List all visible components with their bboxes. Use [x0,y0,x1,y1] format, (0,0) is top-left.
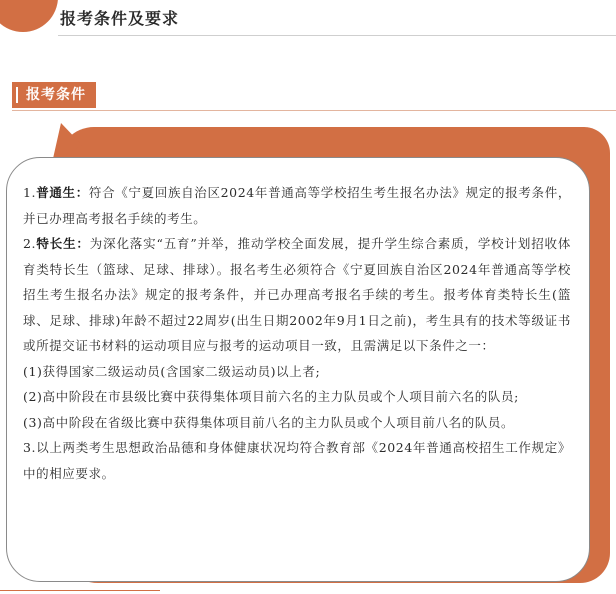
item-number: 1. [23,185,37,200]
section-tab-label: 报考条件 [12,82,96,108]
header-divider [58,35,616,36]
requirement-item-specialty [23,231,571,359]
requirement-note: 3.以上两类考生思想政治品德和身体健康状况均符合教育部《2024年普通高校招生工作规定》中的相应要求。 [23,440,571,481]
section-divider [12,110,616,111]
item-heading: 普通生： [36,185,89,200]
condition-2: (2)高中阶段在市县级比赛中获得集体项目前六名的主力队员或个人项目前六名的队员; [23,389,519,404]
page-title: 报考条件及要求 [60,9,180,28]
condition-3: (3)高中阶段在省级比赛中获得集体项目前八名的主力队员或个人项目前八名的队员。 [23,414,515,430]
item-text: 符合《宁夏回族自治区2024年普通高等学校招生考生报名办法》规定的报考条件，并已办理高考报名手续的考生。 [23,185,571,226]
bottom-divider [0,590,160,591]
item-text: 为深化落实“五育”并举，推动学校全面发展，提升学生综合素质，学校计划招收体育类特长生（篮球、足球、排球）。报名考生必须符合《宁夏回族自治区2024年普通高等学校招生考生报名办法》规定的报考条件，并已办理高考报名手续的考生。报考体育类特长生(篮球、足球、排球)年龄不超过22周岁(出生日期2002年9月1日之前)，考生具有的技术等级证书或所提交证书材料的运动项目应与报考的运动项目一致，且需满足以下条件之一： [23,236,572,353]
condition-1: (1)获得国家二级运动员(含国家二级运动员)以上者; [23,363,321,379]
requirements-card [6,157,590,582]
header-decoration-circle [0,0,58,32]
item-heading: 特长生： [36,236,90,251]
requirement-item-regular [23,180,571,231]
item-number: 2. [23,236,37,251]
